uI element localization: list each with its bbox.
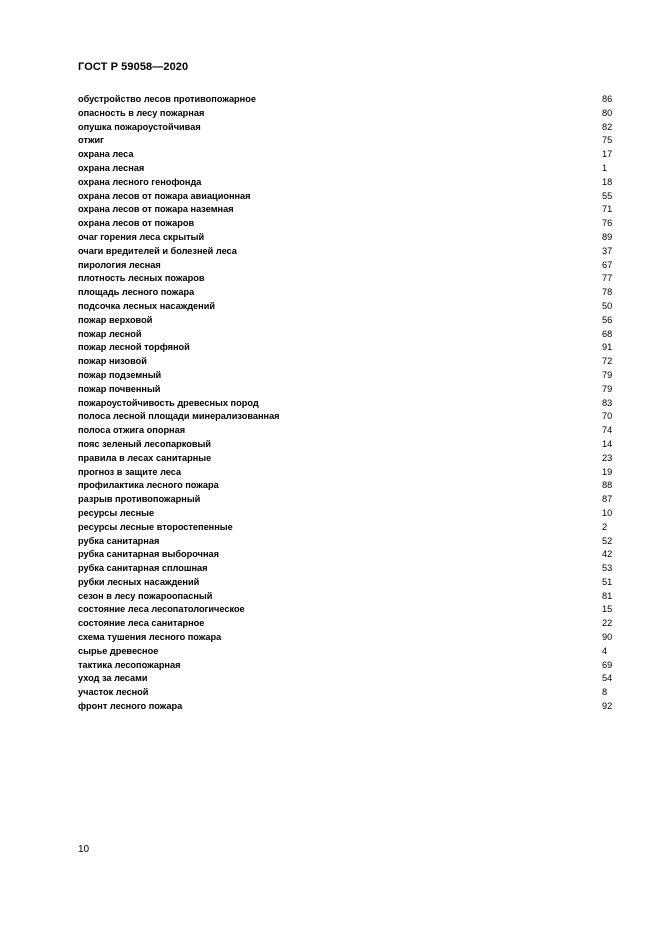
index-page-ref: 68 [602, 328, 613, 339]
index-page-ref: 79 [602, 369, 613, 380]
index-term: рубки лесных насаждений [78, 576, 200, 587]
index-term: отжиг [78, 135, 104, 146]
index-entry [78, 479, 614, 493]
index-page-ref: 83 [602, 397, 613, 408]
index-entry [78, 535, 614, 549]
index-term: сырье древесное [78, 645, 159, 656]
index-entry [78, 397, 614, 411]
index-entry [78, 672, 614, 686]
index-entry [78, 314, 614, 328]
index-term: пожар верховой [78, 314, 153, 325]
index-entry [78, 355, 614, 369]
index-entry [78, 438, 614, 452]
index-page-ref: 70 [602, 411, 613, 422]
index-page-ref: 75 [602, 135, 613, 146]
index-page-ref: 78 [602, 287, 613, 298]
index-page-ref: 52 [602, 535, 613, 546]
index-term: сезон в лесу пожароопасный [78, 590, 213, 601]
index-entry [78, 521, 614, 535]
index-page-ref: 17 [602, 149, 613, 160]
index-term: пожар лесной [78, 328, 142, 339]
index-entry [78, 590, 614, 604]
index-term: участок лесной [78, 687, 149, 698]
index-page-ref: 80 [602, 107, 613, 118]
index-term: опушка пожароустойчивая [78, 121, 201, 132]
index-term: пожароустойчивость древесных пород [78, 397, 259, 408]
index-page-ref: 82 [602, 121, 613, 132]
index-page-ref: 71 [602, 204, 613, 215]
index-page-ref: 2 [602, 521, 608, 532]
index-page-ref: 69 [602, 659, 613, 670]
index-page-ref: 72 [602, 356, 613, 367]
index-entry [78, 645, 614, 659]
index-entry [78, 631, 614, 645]
index-term: очаги вредителей и болезней леса [78, 245, 237, 256]
index-entry [78, 231, 614, 245]
index-term: охрана лесная [78, 162, 145, 173]
index-page-ref: 18 [602, 176, 613, 187]
index-entry [78, 93, 614, 107]
index-page-ref: 91 [602, 342, 613, 353]
index-term: профилактика лесного пожара [78, 480, 219, 491]
index-page-ref: 90 [602, 632, 613, 643]
index-entry [78, 203, 614, 217]
index-page-ref: 19 [602, 466, 613, 477]
index-entry [78, 272, 614, 286]
index-entry [78, 700, 614, 714]
index-page-ref: 74 [602, 425, 613, 436]
index-entry [78, 259, 614, 273]
index-page-ref: 10 [602, 507, 613, 518]
index-term: пояс зеленый лесопарковый [78, 438, 211, 449]
index-entry [78, 134, 614, 148]
index-term: схема тушения лесного пожара [78, 632, 222, 643]
index-term: уход за лесами [78, 673, 148, 684]
index-entry [78, 176, 614, 190]
index-term: прогноз в защите леса [78, 466, 182, 477]
index-entry [78, 576, 614, 590]
index-page-ref: 79 [602, 383, 613, 394]
index-page-ref: 50 [602, 300, 613, 311]
index-term: состояние леса санитарное [78, 618, 205, 629]
index-entry [78, 548, 614, 562]
index-term: пожар лесной торфяной [78, 342, 190, 353]
index-term: подсочка лесных насаждений [78, 300, 215, 311]
index-entry [78, 300, 614, 314]
index-page-ref: 87 [602, 494, 613, 505]
index-term: пожар подземный [78, 369, 162, 380]
index-entry [78, 659, 614, 673]
index-entry [78, 341, 614, 355]
index-term: обустройство лесов противопожарное [78, 94, 256, 104]
index-term: пирология лесная [78, 259, 161, 270]
index-page-ref: 51 [602, 576, 613, 587]
index-page-ref: 15 [602, 604, 613, 615]
index-page-ref: 4 [602, 645, 608, 656]
index-term: охрана лесов от пожаров [78, 218, 195, 229]
index-term: охрана лесов от пожара авиационная [78, 190, 251, 201]
index-entry [78, 107, 614, 121]
index-entry [78, 383, 614, 397]
index-entry [78, 493, 614, 507]
index-page-ref: 67 [602, 259, 613, 270]
index-page-ref: 56 [602, 314, 613, 325]
index-page-ref: 92 [602, 701, 613, 712]
index-term: пожар почвенный [78, 383, 161, 394]
index-term: охрана леса [78, 149, 134, 160]
index-term: рубка санитарная [78, 535, 160, 546]
index-term: ресурсы лесные [78, 507, 155, 518]
index-term: полоса лесной площади минерализованная [78, 411, 280, 422]
index-term: полоса отжига опорная [78, 425, 186, 436]
index-page-ref: 1 [602, 162, 608, 173]
index-term: фронт лесного пожара [78, 701, 183, 712]
index-entry [78, 217, 614, 231]
index-entry [78, 617, 614, 631]
index-page-ref: 77 [602, 273, 613, 284]
index-entry [78, 507, 614, 521]
index-term: плотность лесных пожаров [78, 273, 205, 284]
index-entry [78, 686, 614, 700]
index-page-ref: 55 [602, 190, 613, 201]
index-page-ref: 53 [602, 563, 613, 574]
index-entry [78, 245, 614, 259]
index-term: тактика лесопожарная [78, 659, 181, 670]
index-entry [78, 466, 614, 480]
index-term: ресурсы лесные второстепенные [78, 521, 233, 532]
index-page-ref: 81 [602, 590, 613, 601]
alphabetical-index [78, 93, 614, 714]
index-entry [78, 452, 614, 466]
index-term: охрана лесного генофонда [78, 176, 202, 187]
index-term: очаг горения леса скрытый [78, 231, 205, 242]
index-page-ref: 8 [602, 687, 608, 698]
index-page-ref: 14 [602, 438, 613, 449]
index-entry [78, 424, 614, 438]
index-entry [78, 603, 614, 617]
index-page-ref: 88 [602, 480, 613, 491]
index-page-ref: 76 [602, 218, 613, 229]
index-entry [78, 562, 614, 576]
index-term: состояние леса лесопатологическое [78, 604, 245, 615]
index-entry [78, 148, 614, 162]
index-page-ref: 89 [602, 231, 613, 242]
index-term: площадь лесного пожара [78, 287, 195, 298]
index-page-ref: 42 [602, 549, 613, 560]
index-entry [78, 190, 614, 204]
index-entry [78, 286, 614, 300]
page-number: 10 [78, 844, 90, 855]
index-term: пожар низовой [78, 356, 147, 367]
index-entry [78, 162, 614, 176]
index-page-ref: 86 [602, 94, 613, 104]
index-page-ref: 22 [602, 618, 613, 629]
index-page-ref: 37 [602, 245, 613, 256]
index-term: рубка санитарная выборочная [78, 549, 219, 560]
index-entry [78, 121, 614, 135]
index-term: опасность в лесу пожарная [78, 107, 205, 118]
index-term: правила в лесах санитарные [78, 452, 212, 463]
document-header: ГОСТ Р 59058—2020 [78, 61, 189, 73]
index-page-ref: 54 [602, 673, 613, 684]
index-term: охрана лесов от пожара наземная [78, 204, 234, 215]
index-term: разрыв противопожарный [78, 494, 201, 505]
index-page-ref: 23 [602, 452, 613, 463]
index-entry [78, 410, 614, 424]
index-entry [78, 369, 614, 383]
index-term: рубка санитарная сплошная [78, 563, 208, 574]
index-entry [78, 328, 614, 342]
